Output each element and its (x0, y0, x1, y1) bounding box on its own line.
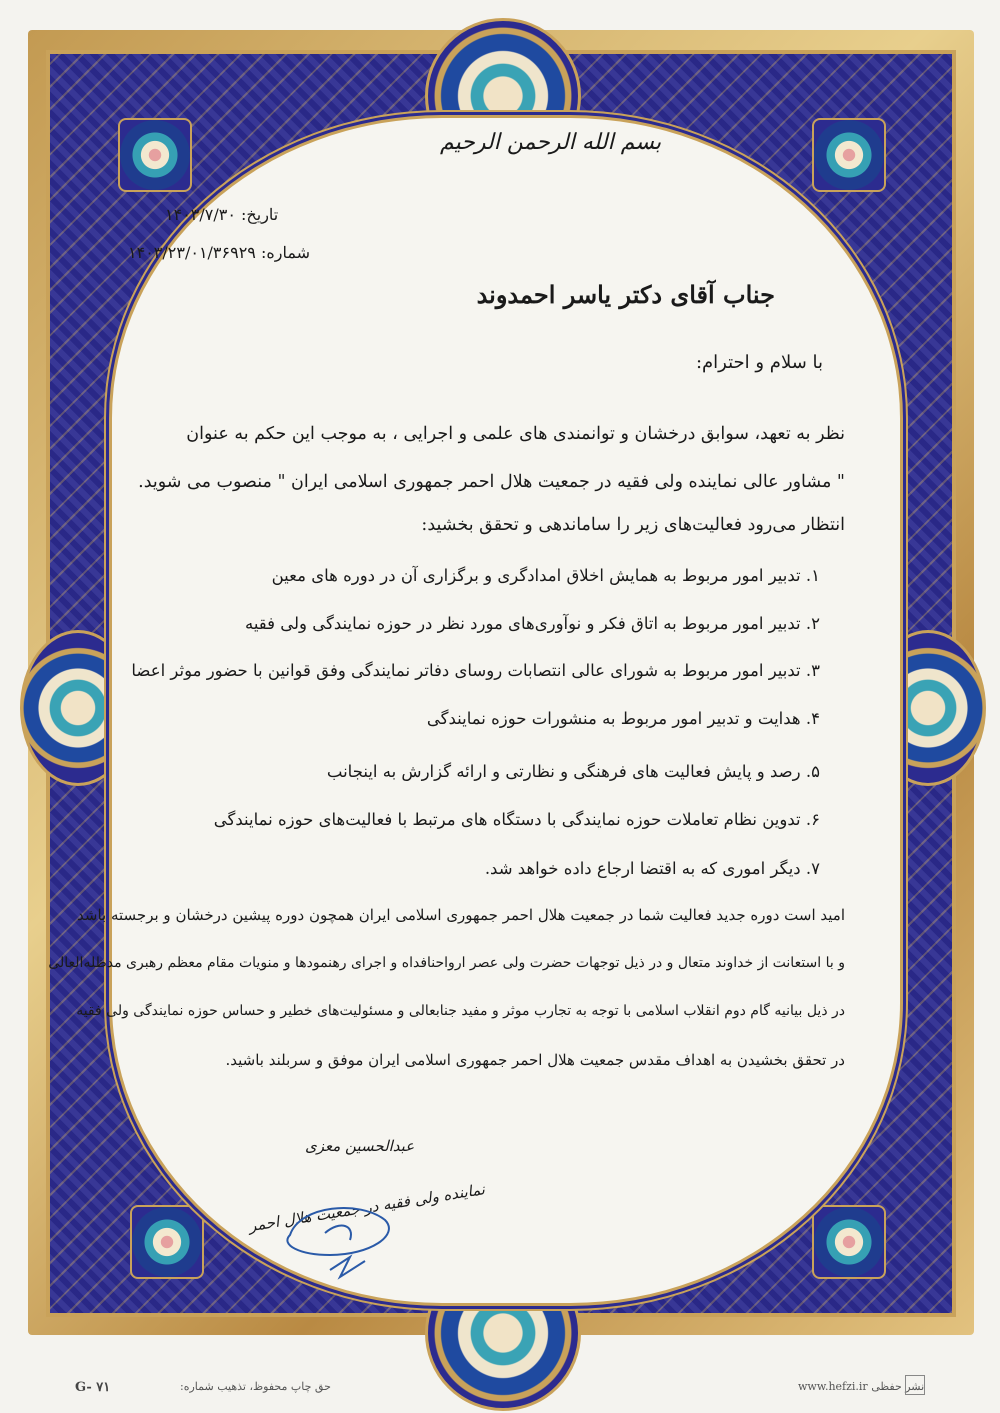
corner-ornament-top-left (118, 118, 192, 192)
list-item: ۱. تدبیر امور مربوط به همایش اخلاق امدادگری و برگزاری آن در دوره های معین (271, 566, 820, 585)
list-item: ۳. تدبیر امور مربوط به شورای عالی انتصابات روسای دفاتر نمایندگی وفق قوانین با حضور موثر اعضا (131, 661, 820, 680)
letter-number: شماره: ۱۴۰۳/۲۳/۰۱/۳۶۹۲۹ (128, 243, 311, 262)
signature (270, 1195, 410, 1285)
intro-line: انتظار می‌رود فعالیت‌های زیر را ساماندهی و تحقق بخشید: (421, 515, 845, 535)
list-item: ۷. دیگر اموری که به اقتضا ارجاع داده خواهد شد. (484, 859, 820, 878)
corner-ornament-bottom-right (812, 1205, 886, 1279)
closing-line: در تحقق بخشیدن به اهداف مقدس جمعیت هلال احمر جمهوری اسلامی ایران موفق و سربلند باشید. (225, 1051, 845, 1069)
list-item: ۶. تدوین نظام تعاملات حوزه نمایندگی با دستگاه های مرتبط با فعالیت‌های حوزه نمایندگی (213, 810, 820, 829)
list-item: ۲. تدبیر امور مربوط به اتاق فکر و نوآوری‌های مورد نظر در حوزه نمایندگی ولی فقیه (244, 614, 820, 633)
list-item: ۵. رصد و پایش فعالیت های فرهنگی و نظارتی و ارائه گزارش به اینجانب (326, 762, 820, 781)
closing-line: امید است دوره جدید فعالیت شما در جمعیت هلال احمر جمهوری اسلامی ایران همچون دوره پیشین درخشان و برجسته باشد (77, 906, 845, 924)
addressee: جناب آقای دکتر یاسر احمدوند (476, 280, 775, 309)
corner-ornament-top-right (812, 118, 886, 192)
closing-line: در ذیل بیانیه گام دوم انقلاب اسلامی با توجه به تجارب موثر و مفید جنابعالی و مسئولیت‌های خطیر و حساس حوزه نمایندگی ولی فقیه (76, 1003, 845, 1019)
intro-line: نظر به تعهد، سوابق درخشان و توانمندی های علمی و اجرایی ، به موجب این حکم به عنوان (186, 424, 845, 444)
closing-line: و با استعانت از خداوند متعال و در ذیل توجهات حضرت ولی عصر ارواحنافداه و اجرای رهنمودها و منویات مقام معظم رهبری مدظله‌العالی (48, 955, 845, 971)
letter-date: تاریخ: ۱۴۰۳/۷/۳۰ (165, 205, 279, 224)
signer-name: عبدالحسین معزی (305, 1137, 415, 1155)
signer-title: نماینده ولی فقیه در جمعیت هلال احمر (247, 1180, 487, 1236)
bismillah-heading: بسم الله الرحمن الرحیم (440, 130, 662, 155)
publisher-logo-icon (905, 1375, 925, 1395)
publisher: www.hefzi.ir نشر حفظی (798, 1380, 925, 1393)
corner-ornament-bottom-left (130, 1205, 204, 1279)
list-item: ۴. هدایت و تدبیر امور مربوط به منشورات حوزه نمایندگی (426, 709, 820, 728)
print-rights: حق چاپ محفوظ، تذهیب شماره: (180, 1380, 331, 1393)
form-code: G- ۷۱ (75, 1380, 111, 1395)
intro-line: " مشاور عالی نماینده ولی فقیه در جمعیت هلال احمر جمهوری اسلامی ایران " منصوب می شوید. (138, 472, 845, 492)
greeting: با سلام و احترام: (695, 352, 823, 373)
